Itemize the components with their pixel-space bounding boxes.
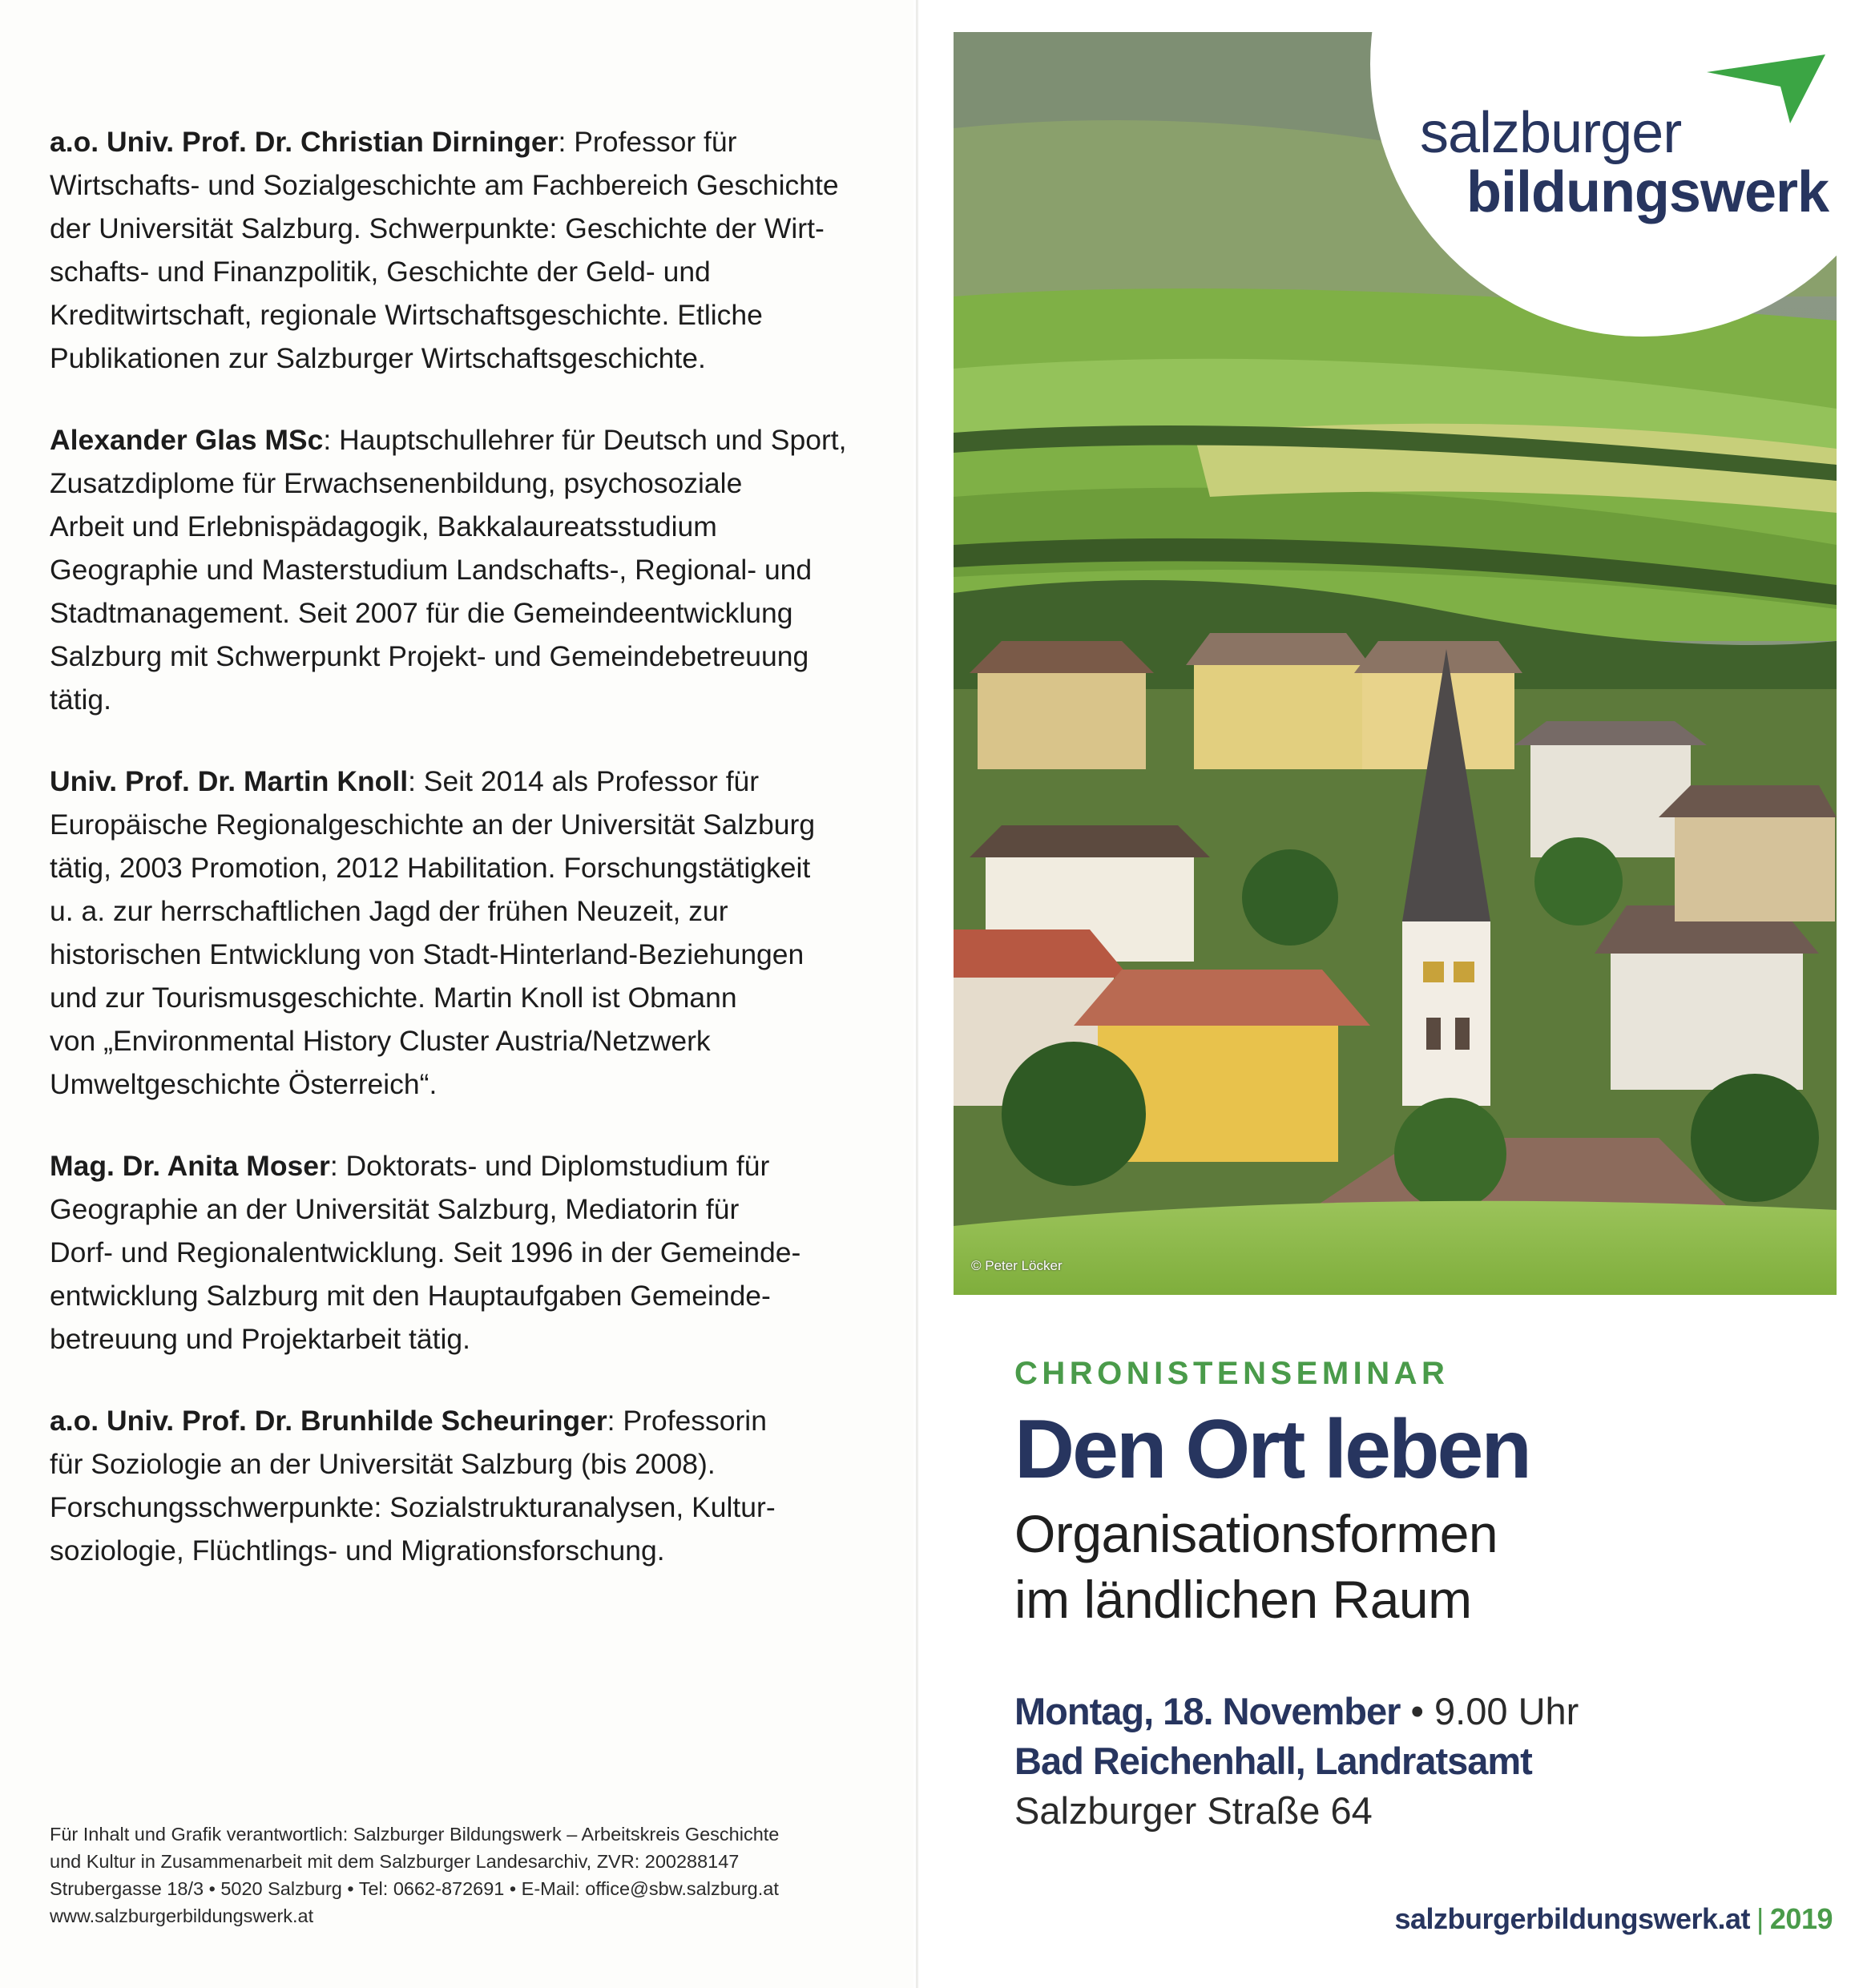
bio-name: a.o. Univ. Prof. Dr. Christian Dirninger xyxy=(50,126,558,158)
bio-line: tätig, 2003 Promotion, 2012 Habilitation. Forschungstätigkeit xyxy=(50,852,811,884)
bio-entry xyxy=(50,1399,883,1572)
event-kicker: CHRONISTENSEMINAR xyxy=(1014,1356,1450,1391)
event-venue: Bad Reichenhall, Landratsamt xyxy=(1014,1740,1532,1782)
bios-section xyxy=(50,120,883,1611)
bio-entry xyxy=(50,760,883,1106)
bio-text: Doktorats- und Diplomstudium für xyxy=(345,1150,770,1182)
bio-line: Publikationen zur Salzburger Wirtschaftsgeschichte. xyxy=(50,342,706,374)
event-datetime xyxy=(1014,1687,1824,1736)
bio-line: Geographie und Masterstudium Landschafts-, Regional- und xyxy=(50,554,813,586)
bio-entry xyxy=(50,418,883,721)
event-details xyxy=(1014,1687,1824,1836)
bio-colon: : xyxy=(558,126,575,158)
bio-name: Alexander Glas MSc xyxy=(50,424,324,456)
imprint xyxy=(50,1821,883,1930)
bio-line: Dorf- und Regionalentwicklung. Seit 1996 in der Gemeinde- xyxy=(50,1236,801,1268)
bio-line: u. a. zur herrschaftlichen Jagd der frühen Neuzeit, zur xyxy=(50,895,728,927)
subtitle-line: im ländlichen Raum xyxy=(1014,1570,1472,1629)
bio-line: für Soziologie an der Universität Salzburg (bis 2008). xyxy=(50,1448,716,1480)
bio-line: Salzburg mit Schwerpunkt Projekt- und Gemeindebetreuung xyxy=(50,640,809,672)
bio-line: soziologie, Flüchtlings- und Migrationsforschung. xyxy=(50,1534,665,1567)
bio-entry xyxy=(50,1144,883,1361)
bio-line xyxy=(50,1144,883,1188)
bio-colon: : xyxy=(408,765,424,797)
subtitle-line: Organisationsformen xyxy=(1014,1504,1498,1563)
bio-line: Geographie an der Universität Salzburg, Mediatorin für xyxy=(50,1193,740,1225)
bio-text: Professor für xyxy=(574,126,737,158)
imprint-line: und Kultur in Zusammenarbeit mit dem Salzburger Landesarchiv, ZVR: 200288147 xyxy=(50,1851,740,1872)
bio-colon: : xyxy=(323,424,340,456)
bio-name: Univ. Prof. Dr. Martin Knoll xyxy=(50,765,409,797)
bio-line xyxy=(50,418,883,462)
bio-text: Hauptschullehrer für Deutsch und Sport, xyxy=(339,424,847,456)
bio-name: Mag. Dr. Anita Moser xyxy=(50,1150,330,1182)
bio-line: und zur Tourismusgeschichte. Martin Knoll ist Obmann xyxy=(50,982,737,1014)
bio-line: Zusatzdiplome für Erwachsenenbildung, psychosoziale xyxy=(50,467,743,499)
fold-line xyxy=(916,0,918,1988)
bio-line xyxy=(50,1399,883,1442)
bio-line: entwicklung Salzburg mit den Hauptaufgaben Gemeinde- xyxy=(50,1280,771,1312)
bio-line: Wirtschafts- und Sozialgeschichte am Fachbereich Geschichte xyxy=(50,169,839,201)
imprint-line: www.salzburgerbildungswerk.at xyxy=(50,1905,314,1926)
logo-line-salzburger: salzburger xyxy=(1420,101,1682,165)
event-date: Montag, 18. November xyxy=(1014,1690,1401,1732)
bio-text: Seit 2014 als Professor für xyxy=(423,765,760,797)
footer-separator: | xyxy=(1756,1902,1764,1935)
bio-line: Forschungsschwerpunkte: Sozialstrukturanalysen, Kultur- xyxy=(50,1491,776,1523)
bio-colon: : xyxy=(329,1150,346,1182)
imprint-line: Strubergasse 18/3 • 5020 Salzburg • Tel: 0662-872691 • E-Mail: office@sbw.salzburg.at xyxy=(50,1878,779,1899)
datetime-separator: • xyxy=(1400,1690,1435,1732)
website-url[interactable]: salzburgerbildungswerk.at xyxy=(1394,1902,1751,1935)
bio-line: der Universität Salzburg. Schwerpunkte: Geschichte der Wirt- xyxy=(50,212,825,244)
bio-line: tätig. xyxy=(50,684,111,716)
bio-line: von „Environmental History Cluster Austria/Netzwerk xyxy=(50,1025,711,1057)
event-time: 9.00 Uhr xyxy=(1434,1690,1579,1732)
footer-year: 2019 xyxy=(1769,1902,1833,1935)
photo-credit: © Peter Löcker xyxy=(971,1258,1063,1273)
bio-line: Stadtmanagement. Seit 2007 für die Gemeindeentwicklung xyxy=(50,597,793,629)
bio-line: betreuung und Projektarbeit tätig. xyxy=(50,1323,470,1355)
event-address: Salzburger Straße 64 xyxy=(1014,1789,1373,1832)
imprint-line: Für Inhalt und Grafik verantwortlich: Salzburger Bildungswerk – Arbeitskreis Geschichte xyxy=(50,1824,780,1845)
bio-line xyxy=(50,120,883,163)
bio-entry xyxy=(50,120,883,380)
bio-line: Umweltgeschichte Österreich“. xyxy=(50,1068,438,1100)
salzburger-bildungswerk-logo xyxy=(1420,101,1829,224)
flyer-back-panel xyxy=(0,0,913,1988)
bio-line: Arbeit und Erlebnispädagogik, Bakkalaureatsstudium xyxy=(50,510,717,542)
event-subtitle xyxy=(1014,1501,1824,1632)
bio-colon: : xyxy=(607,1405,623,1437)
bio-line: Kreditwirtschaft, regionale Wirtschaftsgeschichte. Etliche xyxy=(50,299,763,331)
bio-name: a.o. Univ. Prof. Dr. Brunhilde Scheuringer xyxy=(50,1405,607,1437)
bio-line: historischen Entwicklung von Stadt-Hinterland-Beziehungen xyxy=(50,938,804,970)
bio-text: Professorin xyxy=(623,1405,767,1437)
cover-text xyxy=(1014,1356,1824,1836)
bio-line: schafts- und Finanzpolitik, Geschichte der Geld- und xyxy=(50,256,711,288)
bio-line: Europäische Regionalgeschichte an der Universität Salzburg xyxy=(50,809,816,841)
bio-line xyxy=(50,760,883,803)
footer-website xyxy=(1394,1902,1833,1936)
logo-line-bildungswerk: bildungswerk xyxy=(1466,160,1829,224)
event-title: Den Ort leben xyxy=(1014,1403,1530,1496)
